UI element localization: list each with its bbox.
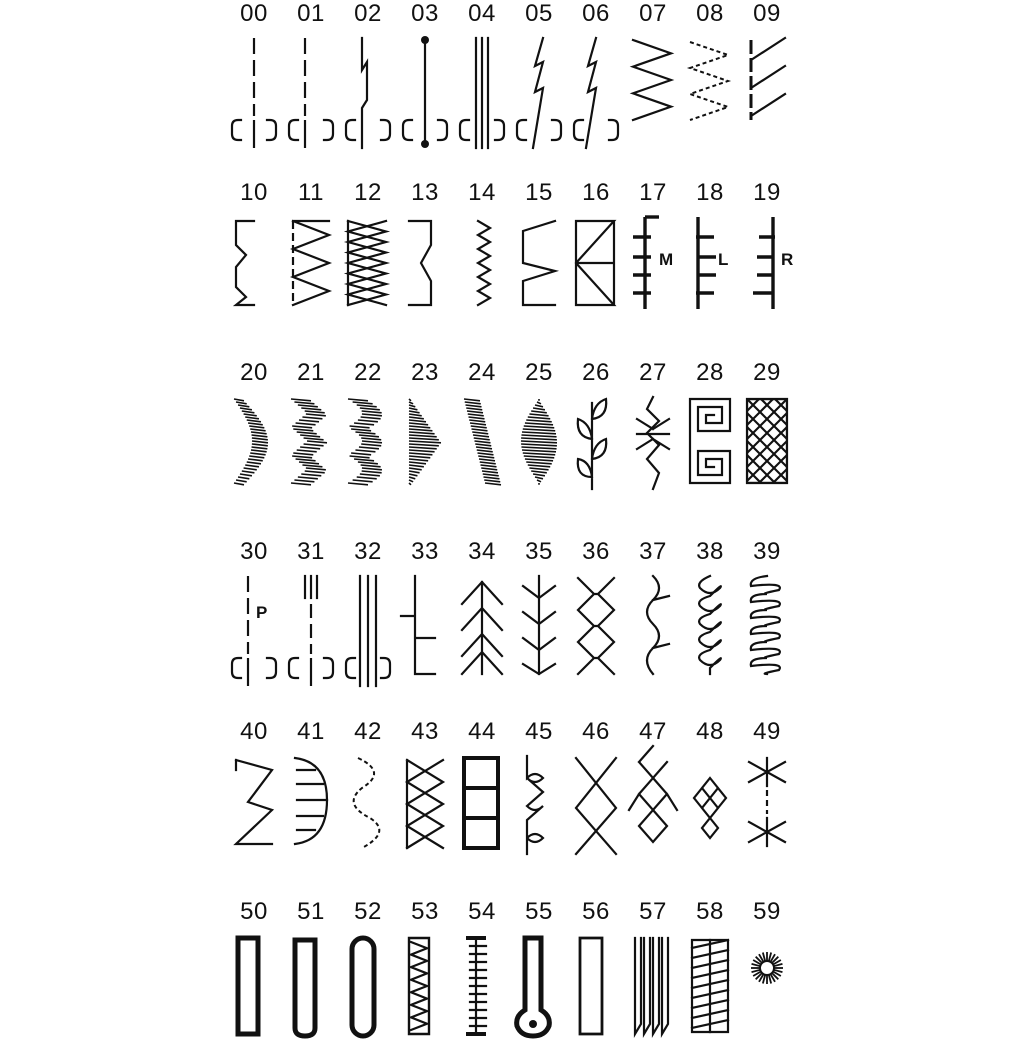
stitch-number: 43 <box>411 718 439 745</box>
overlock-stitch-icon <box>739 30 795 150</box>
stitch-number: 41 <box>297 718 325 745</box>
stitch-number: 32 <box>354 538 382 565</box>
stitch-13 <box>397 179 453 329</box>
stitch-number: 04 <box>468 0 496 27</box>
stitch-number: 12 <box>354 179 382 206</box>
crescent-satin-stitch-icon <box>226 389 282 509</box>
scallop-edge-stitch-icon <box>283 748 339 868</box>
double-overlock-stitch-icon <box>340 209 396 329</box>
stitch-letter: L <box>718 250 729 269</box>
stitch-41 <box>283 718 339 868</box>
applique-stitch-left-icon <box>682 209 738 329</box>
stitch-number: 34 <box>468 538 496 565</box>
stitch-number: 05 <box>525 0 553 27</box>
stitch-02 <box>340 0 396 150</box>
buttonhole-square-icon <box>226 928 282 1048</box>
zigzag-satin-stitch-icon <box>283 389 339 509</box>
stitch-number: 09 <box>753 0 781 27</box>
stitch-number: 13 <box>411 179 439 206</box>
stitch-37 <box>625 538 681 688</box>
diamond-satin-stitch-icon <box>511 389 567 509</box>
star-stitch-icon <box>739 748 795 868</box>
darning-stitch-icon <box>625 928 681 1048</box>
stitch-46 <box>568 718 624 868</box>
stitch-36 <box>568 538 624 688</box>
diamond-cluster-stitch-icon <box>682 748 738 868</box>
stitch-number: 17 <box>639 179 667 206</box>
quilting-stitch-icon <box>283 568 339 688</box>
stitch-number: 50 <box>240 898 268 925</box>
stitch-42 <box>340 718 396 868</box>
stitch-54 <box>454 898 510 1048</box>
stitch-48 <box>682 718 738 868</box>
buttonhole-keyhole-icon <box>511 928 567 1048</box>
stitch-number: 33 <box>411 538 439 565</box>
stitch-21 <box>283 359 339 509</box>
stitch-56 <box>568 898 624 1048</box>
stitch-number: 28 <box>696 359 724 386</box>
stitch-number: 40 <box>240 718 268 745</box>
chevron-stitch-icon <box>454 568 510 688</box>
stitch-00 <box>226 0 282 150</box>
stitch-number: 31 <box>297 538 325 565</box>
stitch-number: 59 <box>753 898 781 925</box>
stitch-number: 48 <box>696 718 724 745</box>
stitch-16 <box>568 179 624 329</box>
stitch-number: 42 <box>354 718 382 745</box>
stitch-55 <box>511 898 567 1048</box>
stitch-number: 02 <box>354 0 382 27</box>
overcast-stitch-icon <box>283 209 339 329</box>
scallop-satin-stitch-icon <box>340 389 396 509</box>
stitch-47 <box>625 718 681 868</box>
greek-key-stitch-icon <box>682 389 738 509</box>
basting-stitch-icon <box>397 30 453 150</box>
stitch-53 <box>397 898 453 1048</box>
loop-stitch-icon <box>682 568 738 688</box>
stitch-number: 03 <box>411 0 439 27</box>
stippling-stitch-icon <box>739 568 795 688</box>
ladder-stitch-icon <box>454 748 510 868</box>
straight-stitch-center-needle-icon <box>226 30 282 150</box>
stitch-50 <box>226 898 282 1048</box>
stitch-number: 58 <box>696 898 724 925</box>
buttonhole-bound-icon <box>568 928 624 1048</box>
stitch-letter: R <box>781 250 794 269</box>
stitch-number: 14 <box>468 179 496 206</box>
stitch-31 <box>283 538 339 688</box>
stitch-09 <box>739 0 795 150</box>
applique-stitch-middle-icon <box>625 209 681 329</box>
blind-hem-stitch-icon <box>226 209 282 329</box>
straight-stitch-left-needle-icon <box>283 30 339 150</box>
stitch-23 <box>397 359 453 509</box>
stitch-number: 54 <box>468 898 496 925</box>
feather-stitch-icon <box>511 568 567 688</box>
stitch-19 <box>739 179 795 329</box>
stitch-04 <box>454 0 510 150</box>
stitch-number: 11 <box>298 179 324 206</box>
patchwork-straight-stitch-icon <box>226 568 282 688</box>
stitch-43 <box>397 718 453 868</box>
double-diamond-stitch-icon <box>625 748 681 868</box>
stretch-blind-hem-stitch-icon <box>397 209 453 329</box>
stitch-39 <box>739 538 795 688</box>
stitch-26 <box>568 359 624 509</box>
stitch-number: 44 <box>468 718 496 745</box>
stitch-number: 10 <box>240 179 268 206</box>
stitch-number: 53 <box>411 898 439 925</box>
stitch-number: 47 <box>639 718 667 745</box>
stitch-letter: M <box>659 250 674 269</box>
buttonhole-stretch-icon <box>397 928 453 1048</box>
stitch-38 <box>682 538 738 688</box>
stitch-30 <box>226 538 282 688</box>
stitch-12 <box>340 179 396 329</box>
stitch-number: 35 <box>525 538 553 565</box>
slanted-satin-stitch-icon <box>454 389 510 509</box>
stitch-59 <box>739 898 795 1048</box>
stitch-49 <box>739 718 795 868</box>
stitch-15 <box>511 179 567 329</box>
stitch-number: 30 <box>240 538 268 565</box>
bar-tack-stitch-icon <box>397 568 453 688</box>
lightning-stitch-left-icon <box>568 30 624 150</box>
stitch-28 <box>682 359 738 509</box>
stitch-51 <box>283 898 339 1048</box>
stitch-11 <box>283 179 339 329</box>
stitch-number: 21 <box>297 359 325 386</box>
stitch-08 <box>682 0 738 150</box>
stitch-52 <box>340 898 396 1048</box>
stitch-32 <box>340 538 396 688</box>
stitch-40 <box>226 718 282 868</box>
stitch-number: 24 <box>468 359 496 386</box>
stitch-number: 07 <box>639 0 667 27</box>
eyelet-stitch-icon <box>739 928 795 1048</box>
overedge-stitch-icon <box>568 209 624 329</box>
blind-hem-wide-stitch-icon <box>511 209 567 329</box>
cross-stitch-icon <box>568 748 624 868</box>
stitch-number: 51 <box>297 898 325 925</box>
stitch-number: 15 <box>525 179 553 206</box>
stitch-57 <box>625 898 681 1048</box>
elastic-blind-hem-stitch-icon <box>454 209 510 329</box>
stitch-letter: P <box>256 603 268 622</box>
stitch-number: 29 <box>753 359 781 386</box>
fagoting-stitch-icon <box>568 568 624 688</box>
stitch-number: 49 <box>753 718 781 745</box>
serpentine-stitch-icon <box>625 568 681 688</box>
stitch-22 <box>340 359 396 509</box>
stitch-number: 25 <box>525 359 553 386</box>
triple-straight-stitch-icon <box>454 30 510 150</box>
stitch-35 <box>511 538 567 688</box>
stitch-number: 45 <box>525 718 553 745</box>
stitch-27 <box>625 359 681 509</box>
stitch-18 <box>682 179 738 329</box>
stitch-number: 57 <box>639 898 667 925</box>
wave-stitch-icon <box>340 748 396 868</box>
stitch-number: 19 <box>753 179 781 206</box>
zigzag-stitch-icon <box>625 30 681 150</box>
stitch-17 <box>625 179 681 329</box>
flower-stitch-icon <box>625 389 681 509</box>
reinforced-darning-stitch-icon <box>682 928 738 1048</box>
stitch-20 <box>226 359 282 509</box>
stitch-25 <box>511 359 567 509</box>
stitch-number: 26 <box>582 359 610 386</box>
stitch-number: 39 <box>753 538 781 565</box>
triple-stitch-center-icon <box>340 568 396 688</box>
stitch-03 <box>397 0 453 150</box>
lightning-stitch-icon <box>511 30 567 150</box>
stitch-14 <box>454 179 510 329</box>
stitch-07 <box>625 0 681 150</box>
stitch-44 <box>454 718 510 868</box>
buttonhole-round-end-icon <box>283 928 339 1048</box>
buttonhole-rounded-icon <box>340 928 396 1048</box>
stitch-number: 08 <box>696 0 724 27</box>
stitch-24 <box>454 359 510 509</box>
stitch-number: 16 <box>582 179 610 206</box>
stitch-58 <box>682 898 738 1048</box>
stitch-number: 38 <box>696 538 724 565</box>
stitch-number: 46 <box>582 718 610 745</box>
diamond-chain-stitch-icon <box>511 748 567 868</box>
stitch-number: 20 <box>240 359 268 386</box>
stitch-33 <box>397 538 453 688</box>
stitch-number: 23 <box>411 359 439 386</box>
stitch-number: 22 <box>354 359 382 386</box>
stitch-number: 37 <box>639 538 667 565</box>
stitch-number: 55 <box>525 898 553 925</box>
stitch-number: 56 <box>582 898 610 925</box>
stitch-number: 36 <box>582 538 610 565</box>
stitch-number: 27 <box>639 359 667 386</box>
stitch-10 <box>226 179 282 329</box>
stitch-number: 00 <box>240 0 268 27</box>
stitch-number: 18 <box>696 179 724 206</box>
stitch-29 <box>739 359 795 509</box>
stitch-45 <box>511 718 567 868</box>
three-step-zigzag-stitch-icon <box>682 30 738 150</box>
stretch-straight-stitch-icon <box>340 30 396 150</box>
leaf-vine-stitch-icon <box>568 389 624 509</box>
buttonhole-heirloom-icon <box>454 928 510 1048</box>
stitch-34 <box>454 538 510 688</box>
stitch-number: 01 <box>297 0 325 27</box>
stitch-06 <box>568 0 624 150</box>
hem-stitch-icon <box>226 748 282 868</box>
lattice-stitch-icon <box>739 389 795 509</box>
arrowhead-satin-stitch-icon <box>397 389 453 509</box>
stitch-number: 52 <box>354 898 382 925</box>
stitch-number: 06 <box>582 0 610 27</box>
cross-hem-stitch-icon <box>397 748 453 868</box>
stitch-05 <box>511 0 567 150</box>
stitch-01 <box>283 0 339 150</box>
applique-stitch-right-icon <box>739 209 795 329</box>
